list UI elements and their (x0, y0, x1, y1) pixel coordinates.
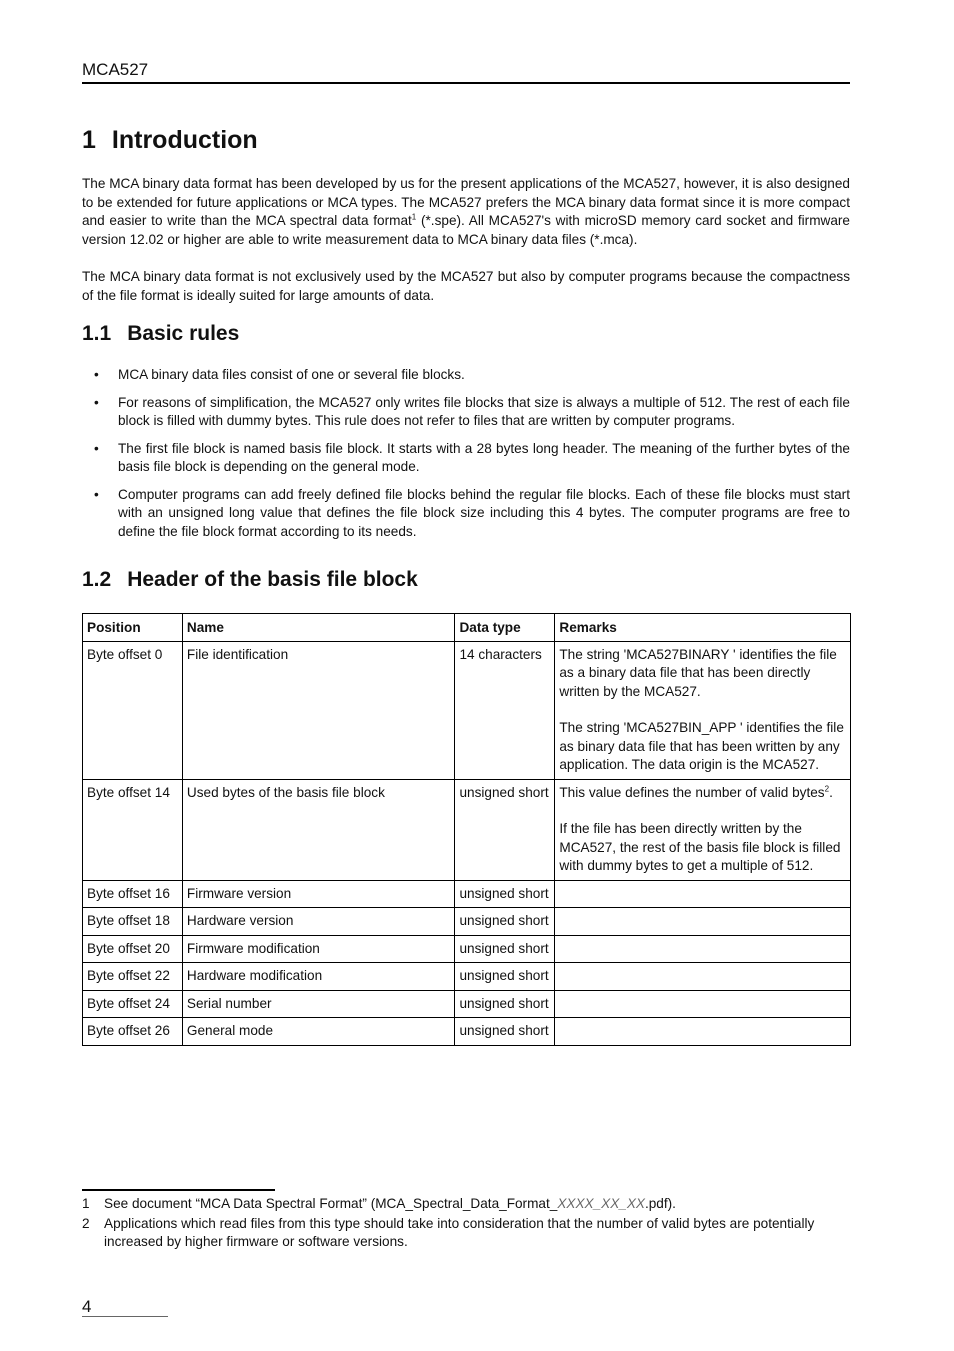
footnote-number: 2 (82, 1215, 90, 1231)
intro-paragraph-1-text: The MCA binary data format has been developed by us for the present applications of the MCA527, however, it is also designed to be extended for future applications or MCA types. The MCA527 prefers the MCA binary data format since it is more compact and easier to write than the MCA spectral data format (82, 176, 850, 228)
section-1-2-number: 1.2 (82, 568, 112, 591)
footnote-number: 1 (82, 1196, 90, 1211)
remark-text (559, 784, 846, 803)
section-1-2-heading (82, 568, 418, 592)
footnote-ref-1[interactable]: 1 (411, 212, 417, 222)
remark-text: If the file has been directly written by the MCA527, the rest of the basis file block is filled with dummy bytes to get a multiple of 512. (559, 821, 841, 873)
cell-name: File identification (182, 641, 455, 779)
table-header-row (83, 614, 851, 642)
list-item: • Computer programs can add freely defined file blocks behind the regular file blocks. Each of these file blocks must start with an unsigned long value that defines the file block size including this 4 bytes. The computer programs are free to define the file block format according to its needs. (82, 486, 850, 542)
cell-remarks (555, 963, 851, 991)
section-1-2-title: Header of the basis file block (127, 568, 418, 591)
cell-name: Firmware version (182, 880, 455, 908)
footnotes (82, 1195, 850, 1253)
table-row (83, 779, 851, 880)
cell-type: unsigned short (455, 990, 555, 1018)
intro-paragraph-1 (82, 175, 850, 249)
section-1-heading (82, 126, 258, 155)
list-item: • MCA binary data files consist of one or several file blocks. (82, 366, 850, 385)
cell-name: Hardware version (182, 908, 455, 936)
table-row (83, 908, 851, 936)
header-product-name: MCA527 (82, 60, 149, 79)
remark-text: The string 'MCA527BIN_APP ' identifies the file as binary data file that has been written by any application. The data origin is the MCA527. (559, 720, 844, 772)
cell-position: Byte offset 18 (83, 908, 183, 936)
remark-text-end: . (829, 784, 833, 800)
col-header-data-type: Data type (455, 614, 555, 642)
cell-position: Byte offset 26 (83, 1018, 183, 1046)
basic-rules-list (82, 366, 850, 550)
cell-position: Byte offset 14 (83, 779, 183, 880)
intro-paragraph-1-text-end: (*.spe). All MCA527's with microSD memory card socket and firmware version 12.02 or higher are able to write measurement data to MCA binary data files (*.mca). (82, 213, 850, 247)
cell-name: General mode (182, 1018, 455, 1046)
cell-remarks (555, 935, 851, 963)
section-1-number: 1 (82, 126, 96, 154)
footnote-2 (82, 1215, 850, 1252)
footnote-text: Applications which read files from this type should take into consideration that the number of valid bytes are potentially increased by higher firmware or software versions. (104, 1215, 815, 1249)
header-spec-table (82, 613, 851, 1046)
running-header (82, 60, 850, 84)
footnote-text-end: .pdf). (644, 1196, 676, 1211)
cell-remarks (555, 641, 851, 779)
col-header-name: Name (182, 614, 455, 642)
footnote-ref-2[interactable]: 2 (824, 783, 830, 793)
list-item: • The first file block is named basis file block. It starts with a 28 bytes long header. The meaning of the further bytes of the basis file block is depending on the general mode. (82, 440, 850, 477)
table-row (83, 963, 851, 991)
cell-name: Hardware modification (182, 963, 455, 991)
table-row (83, 990, 851, 1018)
cell-position: Byte offset 20 (83, 935, 183, 963)
cell-remarks (555, 990, 851, 1018)
cell-type: unsigned short (455, 1018, 555, 1046)
footnote-text: See document “MCA Data Spectral Format” (MCA_Spectral_Data_Format_ (104, 1196, 558, 1211)
remark-text-start: This value defines the number of valid bytes (559, 784, 825, 800)
cell-position: Byte offset 16 (83, 880, 183, 908)
cell-type: unsigned short (455, 963, 555, 991)
table-row (83, 880, 851, 908)
footnote-1 (82, 1195, 850, 1214)
list-item: • For reasons of simplification, the MCA527 only writes file blocks that size is always a multiple of 512. The rest of each file block is filled with dummy bytes. This rule does not refer to files that are written by computer programs. (82, 394, 850, 431)
footnote-separator (82, 1189, 275, 1191)
col-header-remarks: Remarks (555, 614, 851, 642)
cell-name: Firmware modification (182, 935, 455, 963)
cell-type: unsigned short (455, 880, 555, 908)
cell-remarks (555, 1018, 851, 1046)
section-1-title: Introduction (111, 126, 258, 154)
intro-paragraph-2: The MCA binary data format is not exclusively used by the MCA527 but also by computer programs because the compactness of the file format is ideally suited for large amounts of data. (82, 269, 850, 303)
footnote-text-italic: XXXX_XX_XX (557, 1196, 645, 1211)
page-number: 4 (82, 1297, 168, 1317)
cell-type: unsigned short (455, 779, 555, 880)
section-1-1-heading (82, 322, 239, 346)
cell-name: Used bytes of the basis file block (182, 779, 455, 880)
cell-type: unsigned short (455, 935, 555, 963)
remark-text: The string 'MCA527BINARY ' identifies the file as a binary data file that has been directly written by the MCA527. (559, 646, 837, 699)
cell-remarks (555, 880, 851, 908)
cell-type: 14 characters (455, 641, 555, 779)
col-header-position: Position (83, 614, 183, 642)
cell-position: Byte offset 22 (83, 963, 183, 991)
cell-type: unsigned short (455, 908, 555, 936)
table-row (83, 1018, 851, 1046)
cell-remarks (555, 908, 851, 936)
table-row (83, 641, 851, 779)
table-row (83, 935, 851, 963)
section-1-1-title: Basic rules (127, 322, 240, 345)
cell-position: Byte offset 0 (83, 641, 183, 779)
cell-name: Serial number (182, 990, 455, 1018)
section-1-1-number: 1.1 (82, 322, 112, 345)
cell-remarks (555, 779, 851, 880)
cell-position: Byte offset 24 (83, 990, 183, 1018)
